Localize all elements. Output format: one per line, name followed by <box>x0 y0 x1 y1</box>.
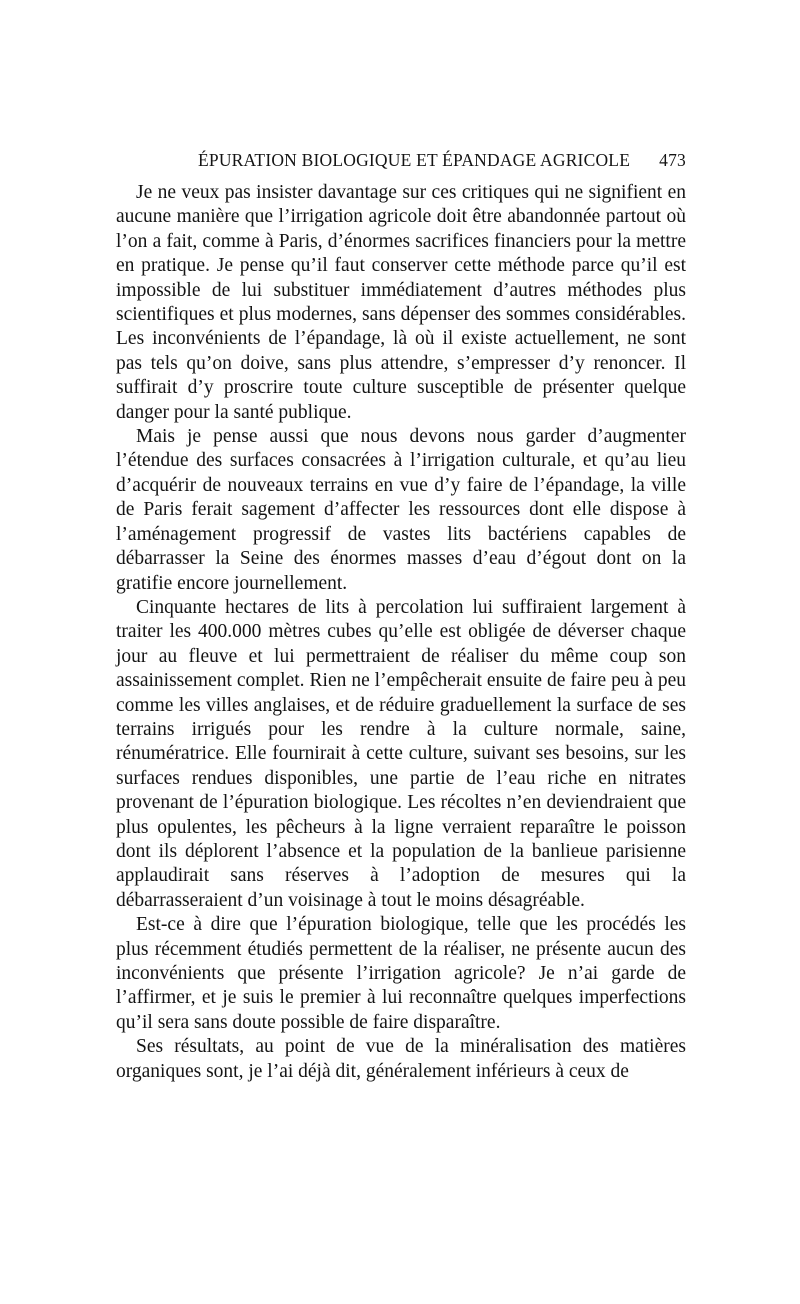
paragraph: Mais je pense aussi que nous devons nous garder d’augmenter l’étendue des surfaces consacrées à l’irrigation culturale, et qu’au lieu d’acquérir de nouveaux terrains en vue d’y faire de l’épandage, la ville de Paris ferait sagement d’affecter les ressources dont elle dispose à l’aménagement progressif de vastes lits bactériens capables de débarrasser la Seine des énormes masses d’eau d’égout dont on la gratifie encore journellement. <box>116 426 686 594</box>
paragraph: Ses résultats, au point de vue de la minéralisation des matières organiques sont, je l’ai déjà dit, généralement inférieurs à ceux de <box>116 1036 686 1082</box>
paragraph: Est-ce à dire que l’épuration biologique, telle que les procédés les plus récemment étudiés permettent de la réaliser, ne présente aucun des inconvénients que présente l’irrigation agricole? Je n’ai garde de l’affirmer, et je suis le premier à lui reconnaître quelques imperfections qu’il sera sans doute possible de faire disparaître. <box>116 914 686 1033</box>
page-number: 473 <box>659 150 686 170</box>
running-head <box>116 148 686 174</box>
paragraph: Cinquante hectares de lits à percolation lui suffiraient largement à traiter les 400.000 mètres cubes qu’elle est obligée de déverser chaque jour au fleuve et lui permettraient de réaliser du même coup son assainissement complet. Rien ne l’empêcherait ensuite de faire peu à peu comme les villes anglaises, et de réduire graduellement la surface de ses terrains irrigués pour les rendre à la culture normale, saine, rénumératrice. Elle fournirait à cette culture, suivant ses besoins, sur les surfaces rendues disponibles, une partie de l’eau riche en nitrates provenant de l’épuration biologique. Les récoltes n’en deviendraient que plus opulentes, les pêcheurs à la ligne verraient reparaître le poisson dont ils déplorent l’absence et la population de la banlieue parisienne applaudirait sans réserves à l’adoption de mesures qui la débarrasseraient d’un voisinage à tout le moins désagréable. <box>116 596 686 911</box>
running-title: ÉPURATION BIOLOGIQUE ET ÉPANDAGE AGRICOLE <box>198 150 631 170</box>
paragraph: Je ne veux pas insister davantage sur ces critiques qui ne signifient en aucune manière que l’irrigation agricole doit être abandonnée partout où l’on a fait, comme à Paris, d’énormes sacrifices financiers pour la mettre en pratique. Je pense qu’il faut conserver cette méthode parce qu’il est impossible de lui substituer immédiatement d’autres méthodes plus scientifiques et plus modernes, sans dépenser des sommes considérables. Les inconvénients de l’épandage, là où il existe actuellement, ne sont pas tels qu’on doive, sans plus attendre, s’empresser d’y renoncer. Il suffirait d’y proscrire toute culture susceptible de présenter quelque danger pour la santé publique. <box>116 182 686 423</box>
body-text <box>116 181 686 1084</box>
